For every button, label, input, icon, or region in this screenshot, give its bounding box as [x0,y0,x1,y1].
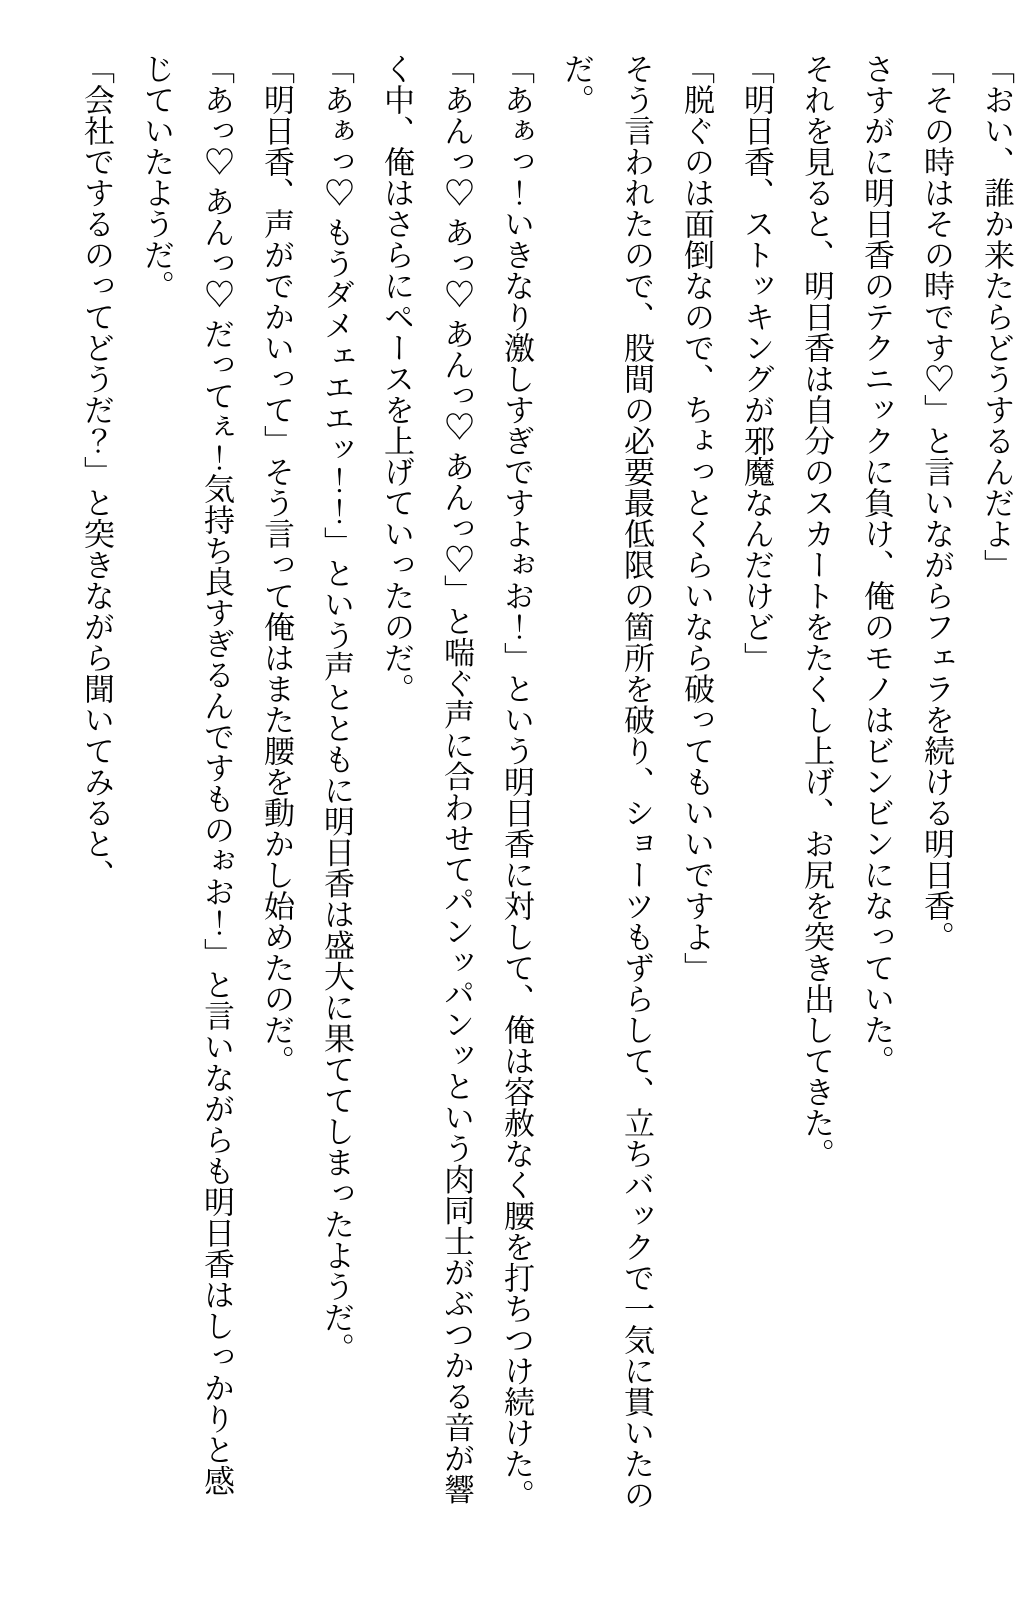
paragraph: 「会社でするのってどうだ？」と突きながら聞いてみると、 [79,53,114,890]
paragraph: 「脱ぐのは面倒なので、ちょっとくらいなら破ってもいいですよ」 [679,53,714,983]
paragraph: 「あぁっ！いきなり激しすぎですよぉお！」という明日香に対して、俺は容赦なく腰を打ちつけ続けた。 [499,53,534,1510]
paragraph: それを見ると、明日香は自分のスカートをたくし上げ、お尻を突き出してきた。 [799,53,834,1169]
paragraph: 「おい、誰か来たらどうするんだよ」 [979,53,1014,580]
paragraph: 「あっ♡ あんっ♡ だってぇ！気持ち良すぎるんですものぉお！」と言いながらも明日香はしっかりと感じていたようだ。 [139,53,234,1497]
paragraph: 「明日香、ストッキングが邪魔なんだけど」 [739,53,774,673]
paragraph: そう言われたので、股間の必要最低限の箇所を破り、ショーツもずらして、立ちバックで一気に貫いたのだ。 [559,53,654,1510]
paragraph: 「あんっ♡ あっ♡ あんっ♡ あんっ♡」と喘ぐ声に合わせてパンッパンッという肉同士がぶつかる音が響く中、俺はさらにペースを上げていったのだ。 [379,53,474,1505]
paragraph: 「あぁっ♡ もうダメェエエッ！！」という声とともに明日香は盛大に果ててしまったようだ。 [319,53,354,1364]
paragraph: 「その時はその時です♡」と言いながらフェラを続ける明日香。 [919,53,954,952]
novel-page [66,0,1030,1513]
paragraph: さすがに明日香のテクニックに負け、俺のモノはビンビンになっていた。 [859,53,894,1076]
paragraph: 「明日香、声がでかいって」そう言って俺はまた腰を動かし始めたのだ。 [259,53,294,1076]
